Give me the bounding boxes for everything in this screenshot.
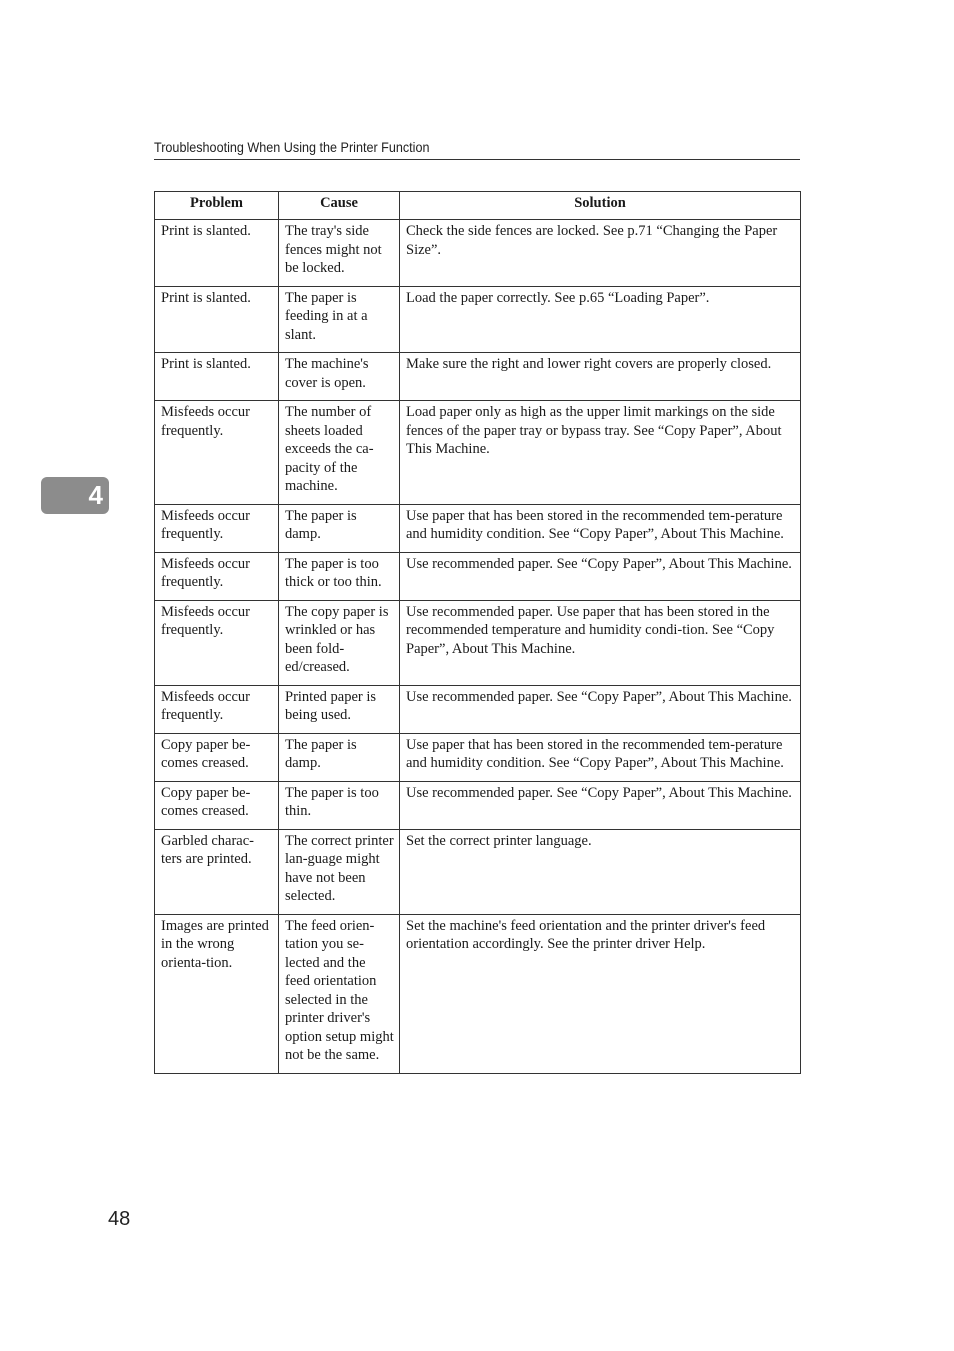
table-header-row <box>155 192 801 220</box>
solution-cell: Load paper only as high as the upper limit markings on the side fences of the paper tray or bypass tray. See “Copy Paper”, About This Machine. <box>400 401 801 505</box>
cause-cell: The tray's side fences might not be locked. <box>279 220 400 287</box>
solution-cell: Use recommended paper. See “Copy Paper”, About This Machine. <box>400 781 801 829</box>
problem-cell: Copy paper be-comes creased. <box>155 781 279 829</box>
cause-cell: The paper is damp. <box>279 504 400 552</box>
solution-cell: Use recommended paper. Use paper that has been stored in the recommended temperature and humidity condi-tion. See “Copy Paper”, About This Machine. <box>400 600 801 685</box>
solution-cell: Set the correct printer language. <box>400 829 801 914</box>
running-header <box>154 138 800 160</box>
running-header-title: Troubleshooting When Using the Printer Function <box>154 139 430 155</box>
problem-cell: Misfeeds occur frequently. <box>155 600 279 685</box>
problem-cell: Misfeeds occur frequently. <box>155 685 279 733</box>
problem-cell: Misfeeds occur frequently. <box>155 552 279 600</box>
cause-cell: The correct printer lan-guage might have not been selected. <box>279 829 400 914</box>
table-row <box>155 401 801 505</box>
problem-cell: Misfeeds occur frequently. <box>155 504 279 552</box>
problem-cell: Garbled charac-ters are printed. <box>155 829 279 914</box>
solution-cell: Use recommended paper. See “Copy Paper”, About This Machine. <box>400 685 801 733</box>
cause-cell: The copy paper is wrinkled or has been fold-ed/creased. <box>279 600 400 685</box>
solution-cell: Load the paper correctly. See p.65 “Loading Paper”. <box>400 286 801 353</box>
column-header-problem: Problem <box>155 192 279 220</box>
table-row <box>155 733 801 781</box>
table-row <box>155 600 801 685</box>
solution-cell: Set the machine's feed orientation and the printer driver's feed orientation accordingly. See the printer driver Help. <box>400 914 801 1073</box>
problem-cell: Copy paper be-comes creased. <box>155 733 279 781</box>
column-header-solution: Solution <box>400 192 801 220</box>
troubleshooting-table <box>154 191 801 1074</box>
cause-cell: The machine's cover is open. <box>279 353 400 401</box>
problem-cell: Images are printed in the wrong orienta-tion. <box>155 914 279 1073</box>
table-row <box>155 685 801 733</box>
table-row <box>155 914 801 1073</box>
table-row <box>155 286 801 353</box>
table-row <box>155 220 801 287</box>
cause-cell: The feed orien-tation you se-lected and the feed orientation selected in the printer driver's option setup might not be the same. <box>279 914 400 1073</box>
column-header-cause: Cause <box>279 192 400 220</box>
cause-cell: The paper is too thin. <box>279 781 400 829</box>
table-row <box>155 781 801 829</box>
page-number: 48 <box>108 1208 131 1230</box>
chapter-tab: 4 <box>41 477 109 514</box>
solution-cell: Check the side fences are locked. See p.71 “Changing the Paper Size”. <box>400 220 801 287</box>
cause-cell: The paper is feeding in at a slant. <box>279 286 400 353</box>
table-row <box>155 504 801 552</box>
cause-cell: The paper is damp. <box>279 733 400 781</box>
solution-cell: Make sure the right and lower right covers are properly closed. <box>400 353 801 401</box>
problem-cell: Print is slanted. <box>155 286 279 353</box>
table-row <box>155 829 801 914</box>
problem-cell: Misfeeds occur frequently. <box>155 401 279 505</box>
cause-cell: The paper is too thick or too thin. <box>279 552 400 600</box>
cause-cell: Printed paper is being used. <box>279 685 400 733</box>
solution-cell: Use paper that has been stored in the recommended tem-perature and humidity condition. See “Copy Paper”, About This Machine. <box>400 504 801 552</box>
problem-cell: Print is slanted. <box>155 220 279 287</box>
solution-cell: Use recommended paper. See “Copy Paper”, About This Machine. <box>400 552 801 600</box>
problem-cell: Print is slanted. <box>155 353 279 401</box>
table-row <box>155 353 801 401</box>
cause-cell: The number of sheets loaded exceeds the ca-pacity of the machine. <box>279 401 400 505</box>
solution-cell: Use paper that has been stored in the recommended tem-perature and humidity condition. See “Copy Paper”, About This Machine. <box>400 733 801 781</box>
table-row <box>155 552 801 600</box>
